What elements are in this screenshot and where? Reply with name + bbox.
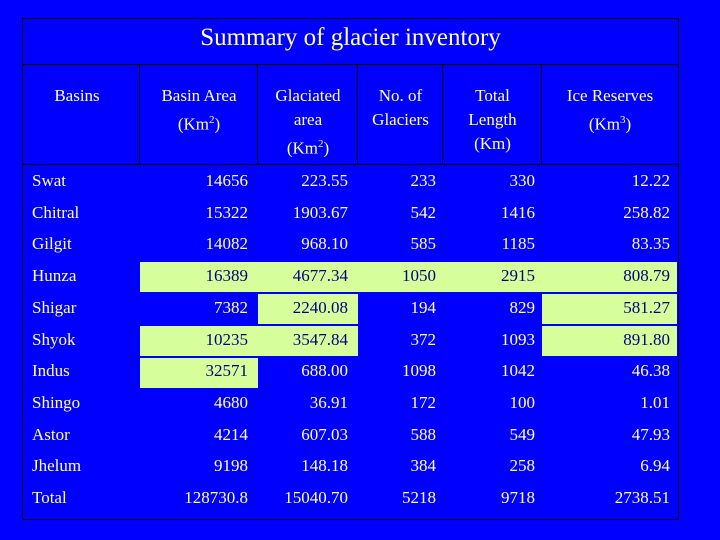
cell-length: 1416 [501,202,535,222]
cell-glaciers: 233 [410,171,436,190]
cell-area: 4680 [214,392,248,412]
cell-area: 16389 [205,266,248,286]
cell-basin: Shyok [32,329,76,349]
cell-area: 14082 [205,234,248,254]
cell-length: 549 [509,424,535,444]
header-basins: Basins [54,86,100,105]
header-basin-area: Basin Area (Km$^2$) [161,86,237,134]
cell-area: 9198 [214,456,248,476]
header-no-of-glaciers: No. of Glaciers [372,86,429,129]
cell-glaciers: 172 [410,392,436,412]
cell-ice: 1.01 [640,392,670,412]
cell-area: 32571 [205,361,248,381]
cell-glaciated: 1903.67 [292,202,348,222]
cell-ice: 258.82 [623,202,670,222]
cell-glaciated: 36.91 [309,392,348,412]
cell-ice: 12.22 [631,171,670,190]
title-divider [22,64,678,65]
header-total-length: Total Length (Km) [468,86,517,153]
cell-length: 829 [509,297,535,317]
header-glaciated-area: Glaciated area (Km$^2$) [275,86,341,158]
cell-glaciated: 223.55 [301,171,348,190]
cell-glaciers: 588 [410,424,436,444]
cell-glaciated: 3547.84 [292,329,348,349]
cell-ice: 46.38 [631,361,670,381]
cell-area: 128730.8 [184,488,248,507]
cell-glaciated: 968.10 [301,234,348,254]
cell-glaciated: 2240.08 [292,297,348,317]
cell-basin: Astor [32,424,70,444]
cell-glaciated: 688.00 [301,361,348,381]
cell-glaciers: 1050 [402,266,436,286]
cell-area: 14656 [205,171,248,190]
cell-length: 100 [509,392,535,412]
cell-length: 1093 [501,329,535,349]
cell-glaciers: 1098 [402,361,436,381]
cell-basin: Shigar [32,297,77,317]
header-divider [22,164,678,165]
cell-length: 258 [509,456,535,476]
cell-length: 1042 [501,361,535,381]
cell-length: 1185 [501,234,535,254]
cell-length: 2915 [501,266,535,286]
cell-glaciated: 607.03 [301,424,348,444]
cell-glaciated: 15040.70 [284,488,348,507]
cell-basin: Total [32,488,67,507]
cell-glaciers: 542 [410,202,436,222]
cell-ice: 891.80 [623,329,670,349]
cell-glaciers: 194 [410,297,436,317]
cell-area: 7382 [214,297,248,317]
cell-area: 15322 [205,202,248,222]
cell-area: 10235 [205,329,248,349]
cell-basin: Shingo [32,392,81,412]
cell-ice: 2738.51 [614,488,670,507]
cell-ice: 6.94 [640,456,670,476]
cell-length: 330 [509,171,535,190]
cell-basin: Jhelum [32,456,82,476]
cell-basin: Swat [32,171,66,190]
cell-basin: Chitral [32,202,80,222]
cell-basin: Gilgit [32,234,72,254]
cell-area: 4214 [214,424,248,444]
cell-basin: Hunza [32,266,77,286]
cell-basin: Indus [32,361,70,381]
cell-glaciated: 4677.34 [292,266,348,286]
cell-ice: 83.35 [631,234,670,254]
header-ice-reserves: Ice Reserves (Km$^3$) [566,86,654,134]
cell-glaciers: 384 [410,456,436,476]
cell-ice: 581.27 [623,297,670,317]
page-title: Summary of glacier inventory [200,24,501,51]
cell-ice: 808.79 [623,266,670,286]
cell-glaciers: 5218 [402,488,436,507]
cell-ice: 47.93 [631,424,670,444]
cell-glaciated: 148.18 [301,456,348,476]
cell-length: 9718 [501,488,535,507]
cell-glaciers: 585 [410,234,436,254]
slide [22,18,679,520]
cell-glaciers: 372 [410,329,436,349]
